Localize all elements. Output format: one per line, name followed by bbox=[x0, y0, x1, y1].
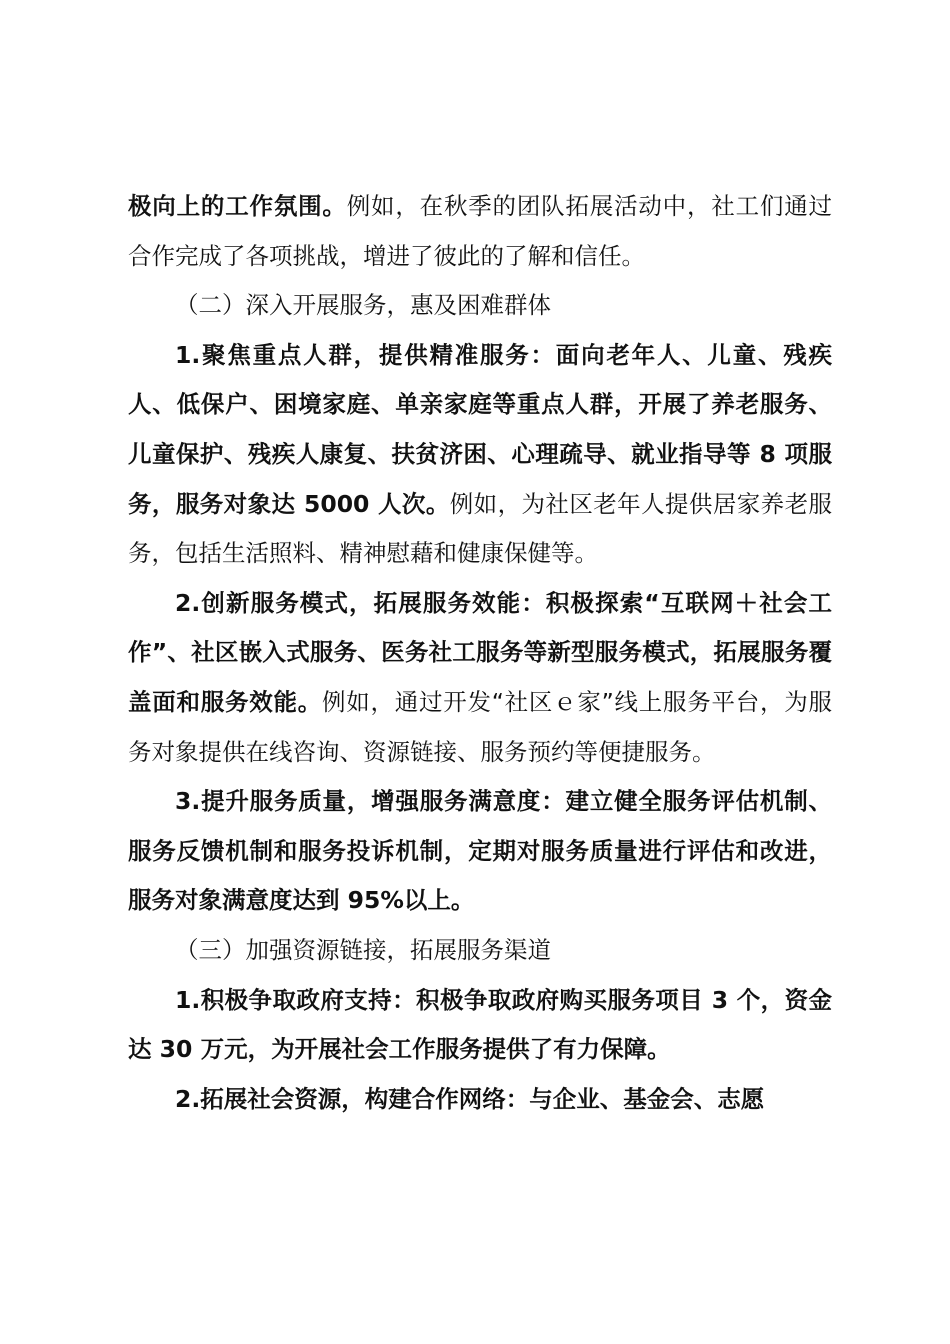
paragraph-item-2-2 bbox=[128, 579, 832, 777]
normal-text: （二）深入开展服务，惠及困难群体 bbox=[175, 291, 551, 320]
paragraph-item-3-2 bbox=[128, 1075, 832, 1125]
normal-text: 例如，通过开发“社区ｅ家”线上服务平台，为服务对象提供在线咨询、资源链接、服务预约等便捷服务。 bbox=[128, 687, 833, 766]
normal-text: 例如，在秋季的团队拓展活动中，社工们通过合作完成了各项挑战，增进了彼此的了解和信任。 bbox=[128, 192, 833, 270]
bold-text: 3.提升服务质量，增强服务满意度：建立健全服务评估机制、服务反馈机制和服务投诉机制，定期对服务质量进行评估和改进，服务对象满意度达到 95%以上。 bbox=[128, 787, 832, 915]
section-heading-3 bbox=[128, 926, 832, 976]
section-heading-2 bbox=[128, 281, 832, 331]
bold-text: 1.聚焦重点人群，提供精准服务：面向老年人、儿童、残疾人、低保户、困境家庭、单亲家庭等重点人群，开展了养老服务、儿童保护、残疾人康复、扶贫济困、心理疏导、就业指导等 8 项服务，服务对象达 5000 人次。 bbox=[128, 340, 832, 518]
bold-text: 2.拓展社会资源，构建合作网络：与企业、基金会、志愿 bbox=[175, 1084, 765, 1113]
document-body bbox=[128, 182, 832, 1124]
normal-text: （三）加强资源链接，拓展服务渠道 bbox=[175, 935, 551, 964]
bold-text: 2.创新服务模式，拓展服务效能：积极探索“互联网＋社会工作”、社区嵌入式服务、医务社工服务等新型服务模式，拓展服务覆盖面和服务效能。 bbox=[128, 588, 832, 716]
bold-text: 极向上的工作氛围。 bbox=[128, 192, 347, 220]
bold-text: 1.积极争取政府支持：积极争取政府购买服务项目 3 个，资金达 30 万元，为开展社会工作服务提供了有力保障。 bbox=[128, 985, 832, 1064]
normal-text: 例如，为社区老年人提供居家养老服务，包括生活照料、精神慰藉和健康保健等。 bbox=[128, 489, 832, 568]
paragraph-item-3-1 bbox=[128, 976, 832, 1075]
paragraph-item-2-1 bbox=[128, 331, 832, 579]
paragraph-continuation bbox=[128, 182, 832, 281]
paragraph-item-2-3 bbox=[128, 777, 832, 926]
